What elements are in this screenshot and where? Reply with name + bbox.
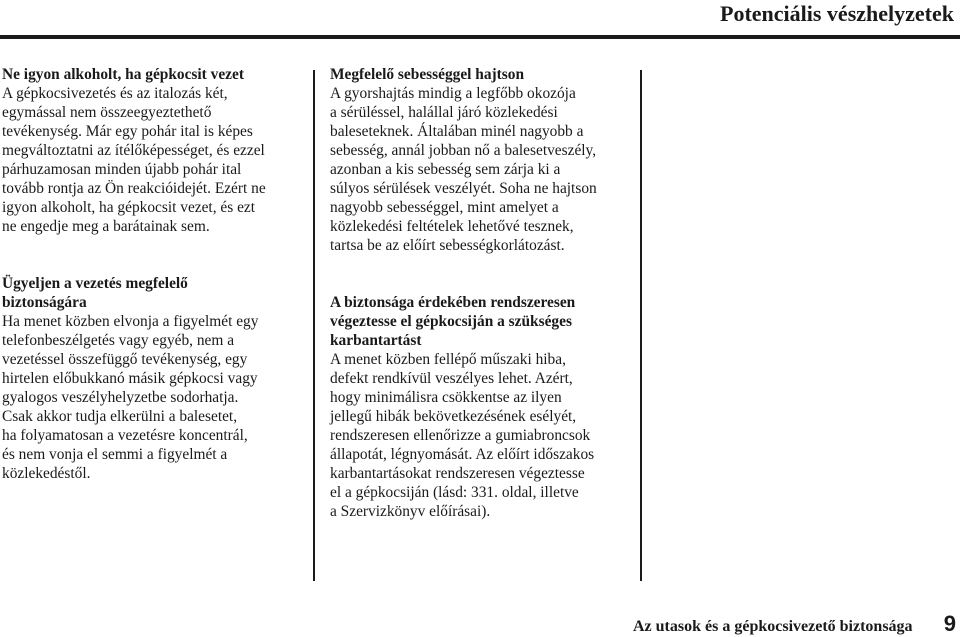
body-line: A gyorshajtás mindig a legfőbb okozója [330,85,576,102]
body-line: és nem vonja el semmi a figyelmét a [2,446,228,463]
column-divider-right [640,70,642,581]
section-attention [2,274,308,483]
body-line: gyalogos veszélyhelyzetbe sodorhatja. [2,389,239,406]
body-line: tevékenység. Már egy pohár ital is képes [2,123,253,140]
body-line: A gépkocsivezetés és az italozás két, [2,85,228,102]
column-divider-left [313,70,315,581]
body-line: tartsa be az előírt sebességkorlátozást. [330,237,565,254]
heading-line: végeztesse el gépkocsiján a szükséges [330,313,572,330]
body-line: vezetéssel összefüggő tevékenység, egy [2,351,248,368]
body-line: egymással nem összeegyeztethető [2,104,212,121]
body-line: párhuzamosan minden újabb pohár ital [2,161,242,178]
right-column [330,65,636,559]
section-alcohol [2,65,308,236]
section-maintenance [330,293,636,521]
heading-line: Ne igyon alkoholt, ha gépkocsit vezet [2,66,244,83]
body-line: állapotát, légnyomását. Az előírt időszakos [330,446,595,463]
body-line: el a gépkocsiján (lásd: 331. oldal, illetve [330,484,579,501]
body-line: Ha menet közben elvonja a figyelmét egy [2,313,259,330]
body-line: karbantartásokat rendszeresen végeztesse [330,465,585,482]
body-line: baleseteknek. Általában minél nagyobb a [330,123,584,140]
body-line: jellegű hibák bekövetkezésének esélyét, [330,408,577,425]
section-body [2,312,308,483]
heading-line: Megfelelő sebességgel hajtson [330,66,525,83]
page-header-title: Potenciális vészhelyzetek [720,1,954,26]
body-line: ha folyamatosan a vezetésre koncentrál, [2,427,248,444]
body-line: sebesség, annál jobban nő a balesetveszély, [330,142,597,159]
heading-line: karbantartást [330,332,422,349]
body-line: megváltoztatni az ítélőképességet, és ezzel [2,142,265,159]
body-line: azonban a kis sebesség sem zárja ki a [330,161,561,178]
heading-line: biztonságára [2,294,87,311]
body-line: Csak akkor tudja elkerülni a balesetet, [2,408,238,425]
section-heading [2,65,308,84]
section-heading [330,293,636,350]
body-line: a Szervizkönyv előírásai). [330,503,491,520]
footer-section-title: Az utasok és a gépkocsivezető biztonsága [633,618,913,635]
body-line: rendszeresen ellenőrizze a gumiabroncsok [330,427,591,444]
section-speed [330,65,636,255]
body-line: közlekedéstől. [2,465,91,482]
body-line: a sérüléssel, halállal járó közlekedési [330,104,558,121]
body-line: közlekedési feltételek lehetővé tesznek, [330,218,574,235]
body-line: telefonbeszélgetés vagy egyéb, nem a [2,332,235,349]
body-line: ne engedje meg a barátainak sem. [2,218,210,235]
body-line: hirtelen előbukkanó másik gépkocsi vagy [2,370,258,387]
heading-line: Ügyeljen a vezetés megfelelő [2,275,188,292]
body-line: A menet közben fellépő műszaki hiba, [330,351,566,368]
heading-line: A biztonsága érdekében rendszeresen [330,294,576,311]
header-rule [0,35,960,39]
left-column [2,65,308,521]
body-line: tovább rontja az Ön reakcióidejét. Ezért ne [2,180,266,197]
section-body [330,350,636,521]
section-body [330,84,636,255]
body-line: nagyobb sebességgel, mint amelyet a [330,199,559,216]
section-body [2,84,308,236]
body-line: hogy minimálisra csökkentse az ilyen [330,389,562,406]
section-heading [2,274,308,312]
section-heading [330,65,636,84]
page-number: 9 [943,611,956,636]
body-line: defekt rendkívül veszélyes lehet. Azért, [330,370,573,387]
body-line: igyon alkoholt, ha gépkocsit vezet, és ezt [2,199,256,216]
body-line: súlyos sérülések veszélyét. Soha ne hajtson [330,180,597,197]
